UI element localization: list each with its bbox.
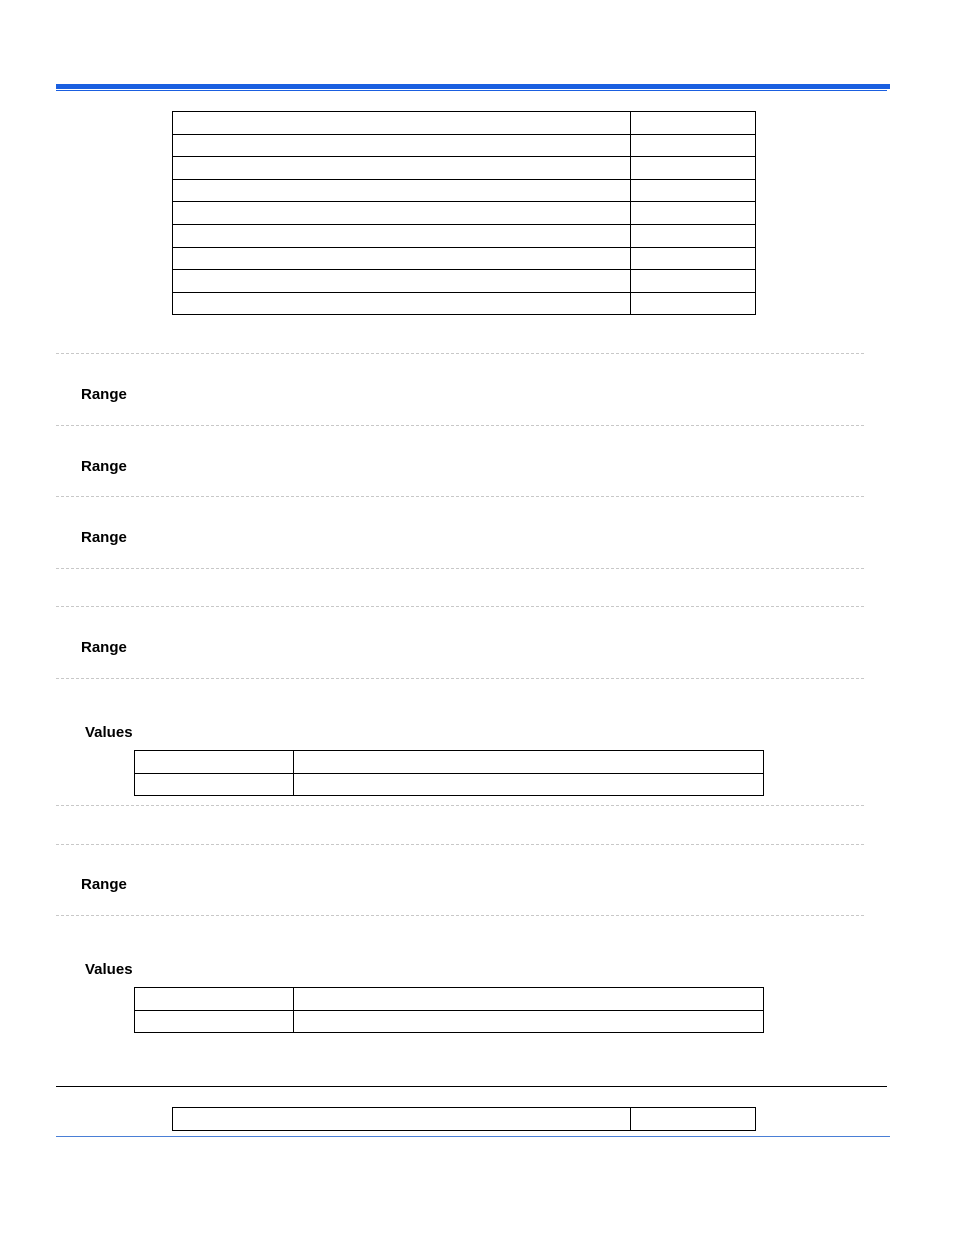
table-row <box>135 773 764 796</box>
table-row <box>173 270 756 293</box>
table-row <box>173 179 756 202</box>
table-row <box>173 1108 756 1131</box>
table-row <box>173 247 756 270</box>
range-label: Range <box>81 529 127 546</box>
table-row <box>173 134 756 157</box>
table-row <box>173 202 756 225</box>
range-label: Range <box>81 386 127 403</box>
section-separator <box>56 606 864 607</box>
values-table <box>134 750 764 796</box>
header-bar <box>56 84 890 89</box>
values-table <box>134 987 764 1033</box>
section-separator <box>56 805 864 806</box>
table-row <box>135 751 764 774</box>
values-label: Values <box>85 724 133 741</box>
table-row <box>173 157 756 180</box>
table-row <box>135 988 764 1011</box>
range-label: Range <box>81 639 127 656</box>
section-separator <box>56 915 864 916</box>
section-separator <box>56 425 864 426</box>
header-rule <box>56 90 887 91</box>
section-separator <box>56 678 864 679</box>
bottom-table <box>172 1107 756 1131</box>
section-separator <box>56 844 864 845</box>
section-separator <box>56 353 864 354</box>
section-rule <box>56 1086 887 1087</box>
table-row <box>173 224 756 247</box>
table-row <box>135 1010 764 1033</box>
range-label: Range <box>81 458 127 475</box>
values-label: Values <box>85 961 133 978</box>
footer-rule <box>56 1136 890 1137</box>
section-separator <box>56 568 864 569</box>
top-table <box>172 111 756 315</box>
range-label: Range <box>81 876 127 893</box>
table-row <box>173 292 756 315</box>
table-row <box>173 112 756 135</box>
section-separator <box>56 496 864 497</box>
